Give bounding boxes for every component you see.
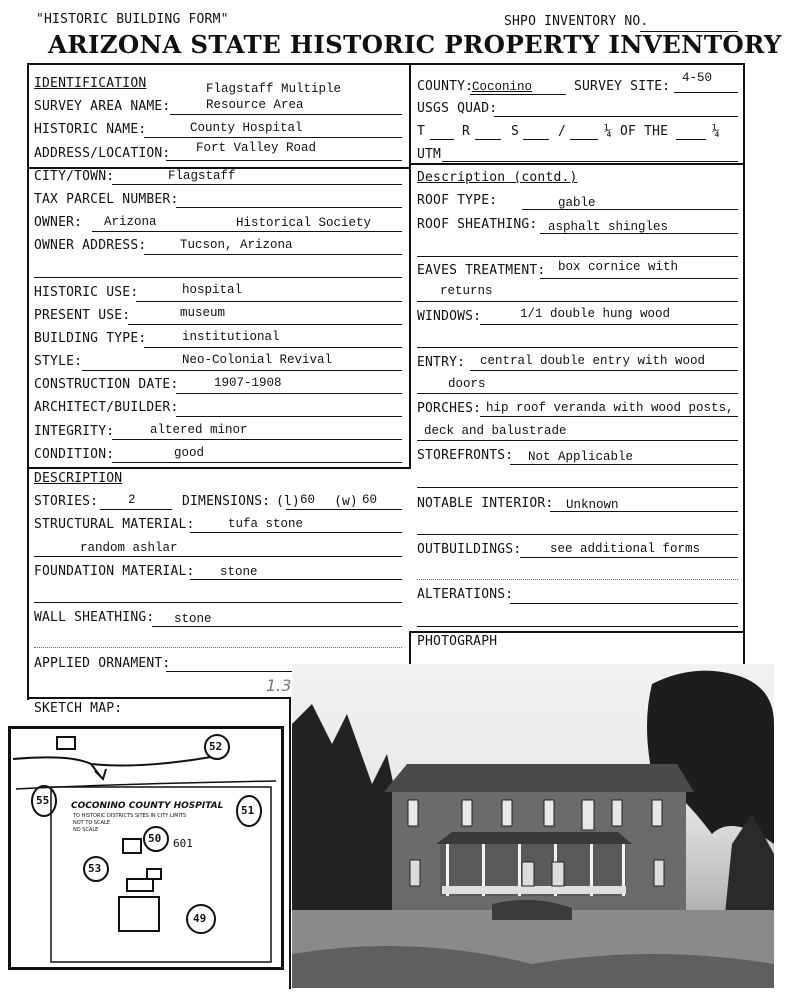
entry-value-2: doors <box>448 377 486 391</box>
historic-use-value: hospital <box>182 283 243 297</box>
dimensions-label: DIMENSIONS: <box>182 494 271 509</box>
utm-label: UTM <box>417 147 442 162</box>
trs-t-line <box>430 139 454 140</box>
porches-line <box>480 416 738 417</box>
sketch-frame-right <box>289 697 291 989</box>
owner-label: OWNER: <box>34 215 83 230</box>
margin-note: 1.3 <box>266 676 292 695</box>
county-value: Coconino <box>472 80 533 94</box>
roof-sheathing-line-2 <box>417 256 738 257</box>
eaves-value-1: box cornice with <box>558 260 679 274</box>
porches-value-1: hip roof veranda with wood posts, <box>486 401 734 415</box>
entry-line <box>470 370 738 371</box>
trs-s-line <box>523 139 549 140</box>
eaves-line-2 <box>417 301 738 302</box>
owner-address-line-2 <box>34 277 402 278</box>
storefronts-label: STOREFRONTS: <box>417 448 514 463</box>
page-title: ARIZONA STATE HISTORIC PROPERTY INVENTORY <box>48 30 782 59</box>
sketch-map-note-2: NOT TO SCALE <box>73 820 110 826</box>
architect-label: ARCHITECT/BUILDER: <box>34 400 179 415</box>
owner-line <box>92 231 402 232</box>
historic-use-line <box>136 301 402 302</box>
building-type-value: institutional <box>182 330 280 344</box>
photo-drawing <box>292 664 774 988</box>
structural-label: STRUCTURAL MATERIAL: <box>34 517 195 532</box>
shpo-inventory-label: SHPO INVENTORY NO. <box>504 14 649 29</box>
construction-date-line <box>176 393 402 394</box>
alterations-line-2 <box>417 626 738 627</box>
county-line <box>470 94 566 95</box>
integrity-value: altered minor <box>150 423 248 437</box>
stories-value: 2 <box>128 493 136 507</box>
construction-date-value: 1907-1908 <box>214 376 282 390</box>
sketch-building-1 <box>123 839 141 853</box>
alterations-line <box>510 603 738 604</box>
photo-roof <box>384 764 694 792</box>
dimensions-line <box>286 509 402 510</box>
roof-sheathing-line <box>540 233 738 234</box>
storefronts-value: Not Applicable <box>528 450 634 464</box>
storefronts-line-2 <box>417 487 738 488</box>
storefronts-line <box>510 464 738 465</box>
windows-line-2 <box>417 347 738 348</box>
architect-line <box>176 416 402 417</box>
structural-value-2: random ashlar <box>80 541 178 555</box>
site-label-55: 55 <box>36 794 50 807</box>
trs-r-label: R <box>462 124 471 139</box>
building-type-line <box>144 347 402 348</box>
eaves-line <box>540 278 738 279</box>
trs-t-label: T <box>417 124 426 139</box>
outbuildings-label: OUTBUILDINGS: <box>417 542 522 557</box>
form-name: "HISTORIC BUILDING FORM" <box>36 12 229 27</box>
interior-line-2 <box>417 534 738 535</box>
building-photograph <box>292 664 774 988</box>
porches-label: PORCHES: <box>417 401 482 416</box>
dimension-width-value: 60 <box>362 493 378 507</box>
condition-label: CONDITION: <box>34 447 115 462</box>
style-line <box>82 370 402 371</box>
city-value: Flagstaff <box>168 169 236 183</box>
usgs-quad-line <box>494 116 738 117</box>
stories-label: STORIES: <box>34 494 99 509</box>
wall-sheathing-line-2 <box>34 647 402 648</box>
eaves-value-2: returns <box>440 284 493 298</box>
owner-address-label: OWNER ADDRESS: <box>34 238 147 253</box>
dimension-length-value: 60 <box>300 493 316 507</box>
structural-value-1: tufa stone <box>228 517 304 531</box>
structural-line-2 <box>34 556 402 557</box>
entry-line-2 <box>417 393 738 394</box>
owner-address-line <box>144 254 402 255</box>
roof-type-value: gable <box>558 196 596 210</box>
integrity-label: INTEGRITY: <box>34 424 115 439</box>
utm-line <box>442 161 738 162</box>
sketch-building-3 <box>119 897 159 931</box>
trs-s-label: S <box>511 124 520 139</box>
owner-address-value: Tucson, Arizona <box>180 238 293 252</box>
owner-value-1: Arizona <box>104 215 157 229</box>
dimension-length-label: (l) <box>276 494 301 509</box>
historic-name-value: County Hospital <box>190 121 303 135</box>
sketch-map-note-1: TO HISTORIC DISTRICTS SITES IN CITY LIMITS <box>73 813 187 819</box>
address-line <box>166 160 402 161</box>
county-label: COUNTY: <box>417 79 474 94</box>
photo-porch-roof <box>436 832 632 844</box>
divider-photograph <box>409 631 745 633</box>
present-use-value: museum <box>180 306 226 320</box>
wall-sheathing-label: WALL SHEATHING: <box>34 610 155 625</box>
alterations-label: ALTERATIONS: <box>417 587 514 602</box>
style-value: Neo-Colonial Revival <box>182 353 333 367</box>
survey-site-value: 4-50 <box>682 71 713 85</box>
site-label-49: 49 <box>193 912 207 925</box>
historic-use-label: HISTORIC USE: <box>34 285 139 300</box>
description-heading: DESCRIPTION <box>34 471 123 486</box>
site-label-601: 601 <box>173 837 193 850</box>
wall-sheathing-line <box>152 626 402 627</box>
roof-sheathing-label: ROOF SHEATHING: <box>417 217 538 232</box>
city-line <box>112 184 402 185</box>
outbuildings-value: see additional forms <box>550 542 701 556</box>
foundation-value: stone <box>220 565 258 579</box>
trs-fraction-line <box>570 139 598 140</box>
site-label-52: 52 <box>209 740 223 753</box>
site-label-51: 51 <box>241 804 255 817</box>
column-divider-upper <box>409 63 411 469</box>
trs-quarter-2: ¼ <box>712 124 721 139</box>
owner-value-2: Historical Society <box>236 216 372 230</box>
address-label: ADDRESS/LOCATION: <box>34 146 171 161</box>
entry-value-1: central double entry with wood <box>480 354 706 368</box>
sketch-building-4 <box>147 869 161 879</box>
trs-of-the-line <box>676 139 706 140</box>
usgs-quad-label: USGS QUAD: <box>417 101 498 116</box>
tax-parcel-label: TAX PARCEL NUMBER: <box>34 192 179 207</box>
address-value: Fort Valley Road <box>196 141 317 155</box>
sketch-building-top <box>57 737 75 749</box>
eaves-label: EAVES TREATMENT: <box>417 263 546 278</box>
photograph-heading: PHOTOGRAPH <box>417 634 498 649</box>
foundation-line <box>190 579 402 580</box>
building-type-label: BUILDING TYPE: <box>34 331 147 346</box>
applied-ornament-line <box>166 671 292 672</box>
sketch-road-middle <box>16 781 276 789</box>
sketch-map-drawing <box>11 729 281 967</box>
wall-sheathing-value: stone <box>174 612 212 626</box>
integrity-line <box>112 439 402 440</box>
present-use-line <box>128 324 402 325</box>
description-contd-heading: Description (contd.) <box>417 170 578 185</box>
roof-sheathing-value: asphalt shingles <box>548 220 669 234</box>
windows-value: 1/1 double hung wood <box>520 307 671 321</box>
dimension-width-label: (w) <box>334 494 359 509</box>
trs-of-the: OF THE <box>620 124 669 139</box>
divider-sketch <box>27 697 289 699</box>
foundation-line-2 <box>34 602 402 603</box>
present-use-label: PRESENT USE: <box>34 308 131 323</box>
porches-line-2 <box>417 440 738 441</box>
photo-balustrade <box>442 886 626 894</box>
trs-r-line <box>475 139 501 140</box>
site-label-53: 53 <box>88 862 102 875</box>
condition-line <box>112 462 402 463</box>
applied-ornament-label: APPLIED ORNAMENT: <box>34 656 171 671</box>
structural-line <box>190 532 402 533</box>
survey-area-line <box>170 114 402 115</box>
interior-line <box>550 511 738 512</box>
sketch-map <box>8 726 284 970</box>
survey-site-line <box>674 92 738 93</box>
interior-label: NOTABLE INTERIOR: <box>417 496 554 511</box>
historic-name-label: HISTORIC NAME: <box>34 122 147 137</box>
identification-heading: IDENTIFICATION <box>34 76 147 91</box>
trs-slash: / <box>558 124 567 139</box>
outbuildings-line-2 <box>417 579 738 580</box>
sketch-road-top <box>13 757 211 765</box>
trs-quarter-1: ¼ <box>604 124 613 139</box>
city-label: CITY/TOWN: <box>34 169 115 184</box>
construction-date-label: CONSTRUCTION DATE: <box>34 377 179 392</box>
divider-description <box>27 467 410 469</box>
windows-line <box>480 324 738 325</box>
condition-value: good <box>174 446 205 460</box>
sketch-map-note-3: NO SCALE <box>73 827 99 833</box>
tax-parcel-line <box>176 207 402 208</box>
survey-site-label: SURVEY SITE: <box>574 79 671 94</box>
porches-value-2: deck and balustrade <box>424 424 567 438</box>
sketch-map-heading: SKETCH MAP: <box>34 701 123 716</box>
survey-area-value-1: Flagstaff Multiple <box>206 82 342 96</box>
divider-location <box>409 163 745 165</box>
outbuildings-line <box>520 557 738 558</box>
interior-value: Unknown <box>566 498 619 512</box>
roof-type-line <box>522 209 738 210</box>
stories-line <box>100 509 172 510</box>
survey-area-value-2: Resource Area <box>206 98 304 112</box>
survey-area-label: SURVEY AREA NAME: <box>34 99 171 114</box>
sketch-map-title: COCONINO COUNTY HOSPITAL <box>71 801 224 811</box>
style-label: STYLE: <box>34 354 83 369</box>
roof-type-label: ROOF TYPE: <box>417 193 498 208</box>
foundation-label: FOUNDATION MATERIAL: <box>34 564 195 579</box>
site-label-50: 50 <box>148 832 162 845</box>
sketch-building-2 <box>127 879 153 891</box>
windows-label: WINDOWS: <box>417 309 482 324</box>
entry-label: ENTRY: <box>417 355 466 370</box>
historic-name-line <box>144 137 402 138</box>
